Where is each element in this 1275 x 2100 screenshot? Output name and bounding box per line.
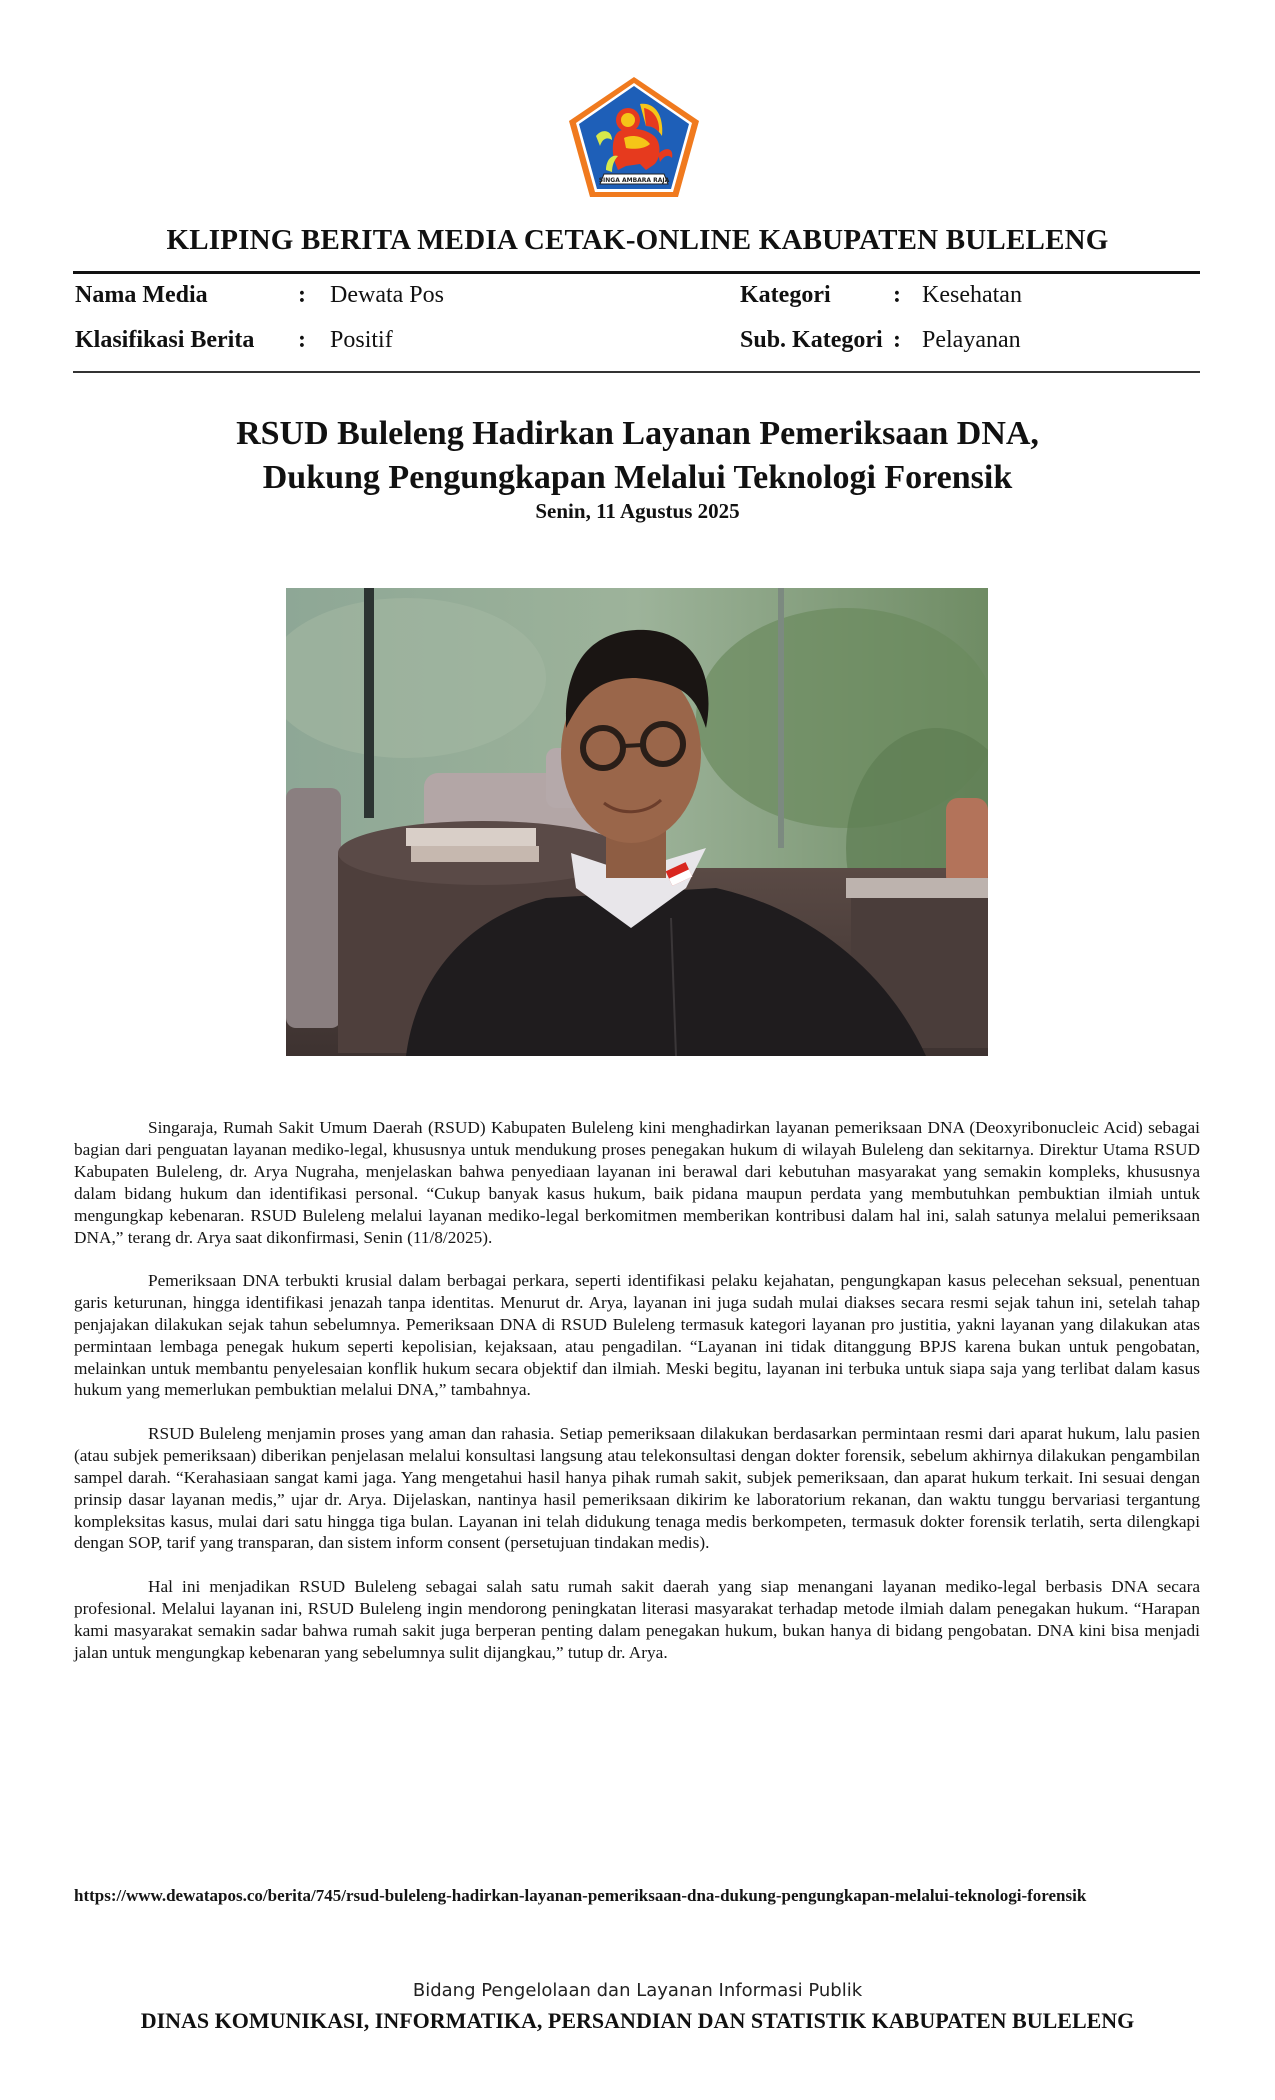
buleleng-regency-logo [566,74,702,200]
media-name-value: Dewata Pos [330,282,444,308]
clipping-title: KLIPING BERITA MEDIA CETAK-ONLINE KABUPATEN BULELENG [166,224,1109,256]
sub-category-colon: : [893,327,901,353]
portrait-photo-icon [286,588,988,1056]
singa-ambara-raja-emblem-icon [566,74,702,200]
media-name-label: Nama Media [75,282,208,308]
classification-value: Positif [330,327,393,353]
article-photo [286,588,988,1056]
article-paragraph: Singaraja, Rumah Sakit Umum Daerah (RSUD) Kabupaten Buleleng kini menghadirkan layanan pemeriksaan DNA (Deoxyribonucleic Acid) sebagai bagian dari penguatan layanan mediko-legal, khususnya untuk mendukung proses penegakan hukum di wilayah Buleleng dan sekitarnya. Direktur Utama RSUD Kabupaten Buleleng, dr. Arya Nugraha, menjelaskan bahwa penyediaan layanan ini berawal dari kebutuhan masyarakat yang semakin kompleks, khususnya dalam bidang hukum dan identifikasi personal. “Cukup banyak kasus hukum, baik pidana maupun perdata yang membutuhkan pembuktian ilmiah untuk mengungkap kebenaran. RSUD Buleleng melalui layanan mediko-legal berkomitmen memberikan kontribusi dalam hal ini, salah satunya melalui pemeriksaan DNA,” terang dr. Arya saat dikonfirmasi, Senin (11/8/2025). [74,1118,1200,1247]
headline-line-2: Dukung Pengungkapan Melalui Teknologi Forensik [262,459,1013,496]
article-body [74,1117,1200,1685]
header-top-rule [73,271,1200,274]
meta-kategori-row [0,280,1275,310]
article-paragraph: RSUD Buleleng menjamin proses yang aman dan rahasia. Setiap pemeriksaan dilakukan berdasarkan permintaan resmi dari aparat hukum, lalu pasien (atau subjek pemeriksaan) diberikan penjelasan melalui konsultasi langsung atau telekonsultasi dengan dokter forensik, sebelum akhirnya dilakukan pengambilan sampel darah. “Kerahasiaan sangat kami jaga. Yang mengetahui hasil hanya pihak rumah sakit, subjek pemeriksaan, dan aparat hukum terkait. Ini sesuai dengan prinsip dasar layanan medis,” ujar dr. Arya. Dijelaskan, nantinya hasil pemeriksaan dikirim ke laboratorium rekanan, dan waktu tunggu bervariasi tergantung kompleksitas kasus, mulai dari satu hingga tiga bulan. Layanan ini telah didukung tenaga medis berkompeten, termasuk dokter forensik terlatih, serta dilengkapi dengan SOP, tarif yang transparan, dan sistem inform consent (persetujuan tindakan medis). [74,1423,1200,1553]
logo-banner-text: SINGA AMBARA RAJA [598,177,670,184]
category-label: Kategori [740,282,831,308]
article-headline [0,412,1275,500]
classification-colon: : [298,327,306,353]
header-bottom-rule [73,371,1200,373]
sub-category-value: Pelayanan [922,327,1021,353]
article-paragraph: Pemeriksaan DNA terbukti krusial dalam berbagai perkara, seperti identifikasi pelaku kejahatan, pengungkapan kasus pelecehan seksual, penentuan garis keturunan, hingga identifikasi jenazah tanpa identitas. Menurut dr. Arya, layanan ini juga sudah mulai diakses secara resmi sejak tahun ini, setelah tahap penjajakan dilakukan sejak tahun sebelumnya. Pemeriksaan DNA di RSUD Buleleng termasuk kategori layanan pro justitia, yakni layanan yang dilakukan atas permintaan lembaga penegak hukum seperti kepolisian, kejaksaan, atau pengadilan. “Layanan ini tidak ditanggung BPJS karena bukan untuk pengobatan, melainkan untuk membantu penyelesaian konflik hukum secara objektif dan ilmiah. Meski begitu, layanan ini terbuka untuk siapa saja yang terlibat dalam kasus hukum yang memerlukan pembuktian melalui DNA,” tambahnya. [74,1270,1200,1400]
meta-sub-kategori-row [0,325,1275,355]
media-name-colon: : [298,282,306,308]
sub-category-label: Sub. Kategori [740,327,883,353]
headline-line-1: RSUD Buleleng Hadirkan Layanan Pemeriksaan DNA, [236,415,1039,452]
article-date: Senin, 11 Agustus 2025 [535,499,740,523]
source-url-link[interactable]: https://www.dewatapos.co/berita/745/rsud-buleleng-hadirkan-layanan-pemeriksaan-dna-dukung-pengungkapan-melalui-teknologi-forensik [74,1886,1087,1905]
classification-label: Klasifikasi Berita [75,327,255,353]
footer-division: Bidang Pengelolaan dan Layanan Informasi Publik [412,1980,863,2001]
footer-agency: DINAS KOMUNIKASI, INFORMATIKA, PERSANDIAN DAN STATISTIK KABUPATEN BULELENG [140,2008,1135,2033]
category-colon: : [893,282,901,308]
article-paragraph: Hal ini menjadikan RSUD Buleleng sebagai salah satu rumah sakit daerah yang siap menangani layanan mediko-legal berbasis DNA secara profesional. Melalui layanan ini, RSUD Buleleng ingin mendorong peningkatan literasi masyarakat terhadap metode ilmiah dalam penegakan hukum. “Harapan kami masyarakat semakin sadar bahwa rumah sakit juga berperan penting dalam penegakan hukum, bukan hanya di bidang pengobatan. DNA kini bisa menjadi jalan untuk mengungkap kebenaran yang sebelumnya sulit dijangkau,” tutup dr. Arya. [74,1576,1200,1662]
category-value: Kesehatan [922,282,1022,308]
